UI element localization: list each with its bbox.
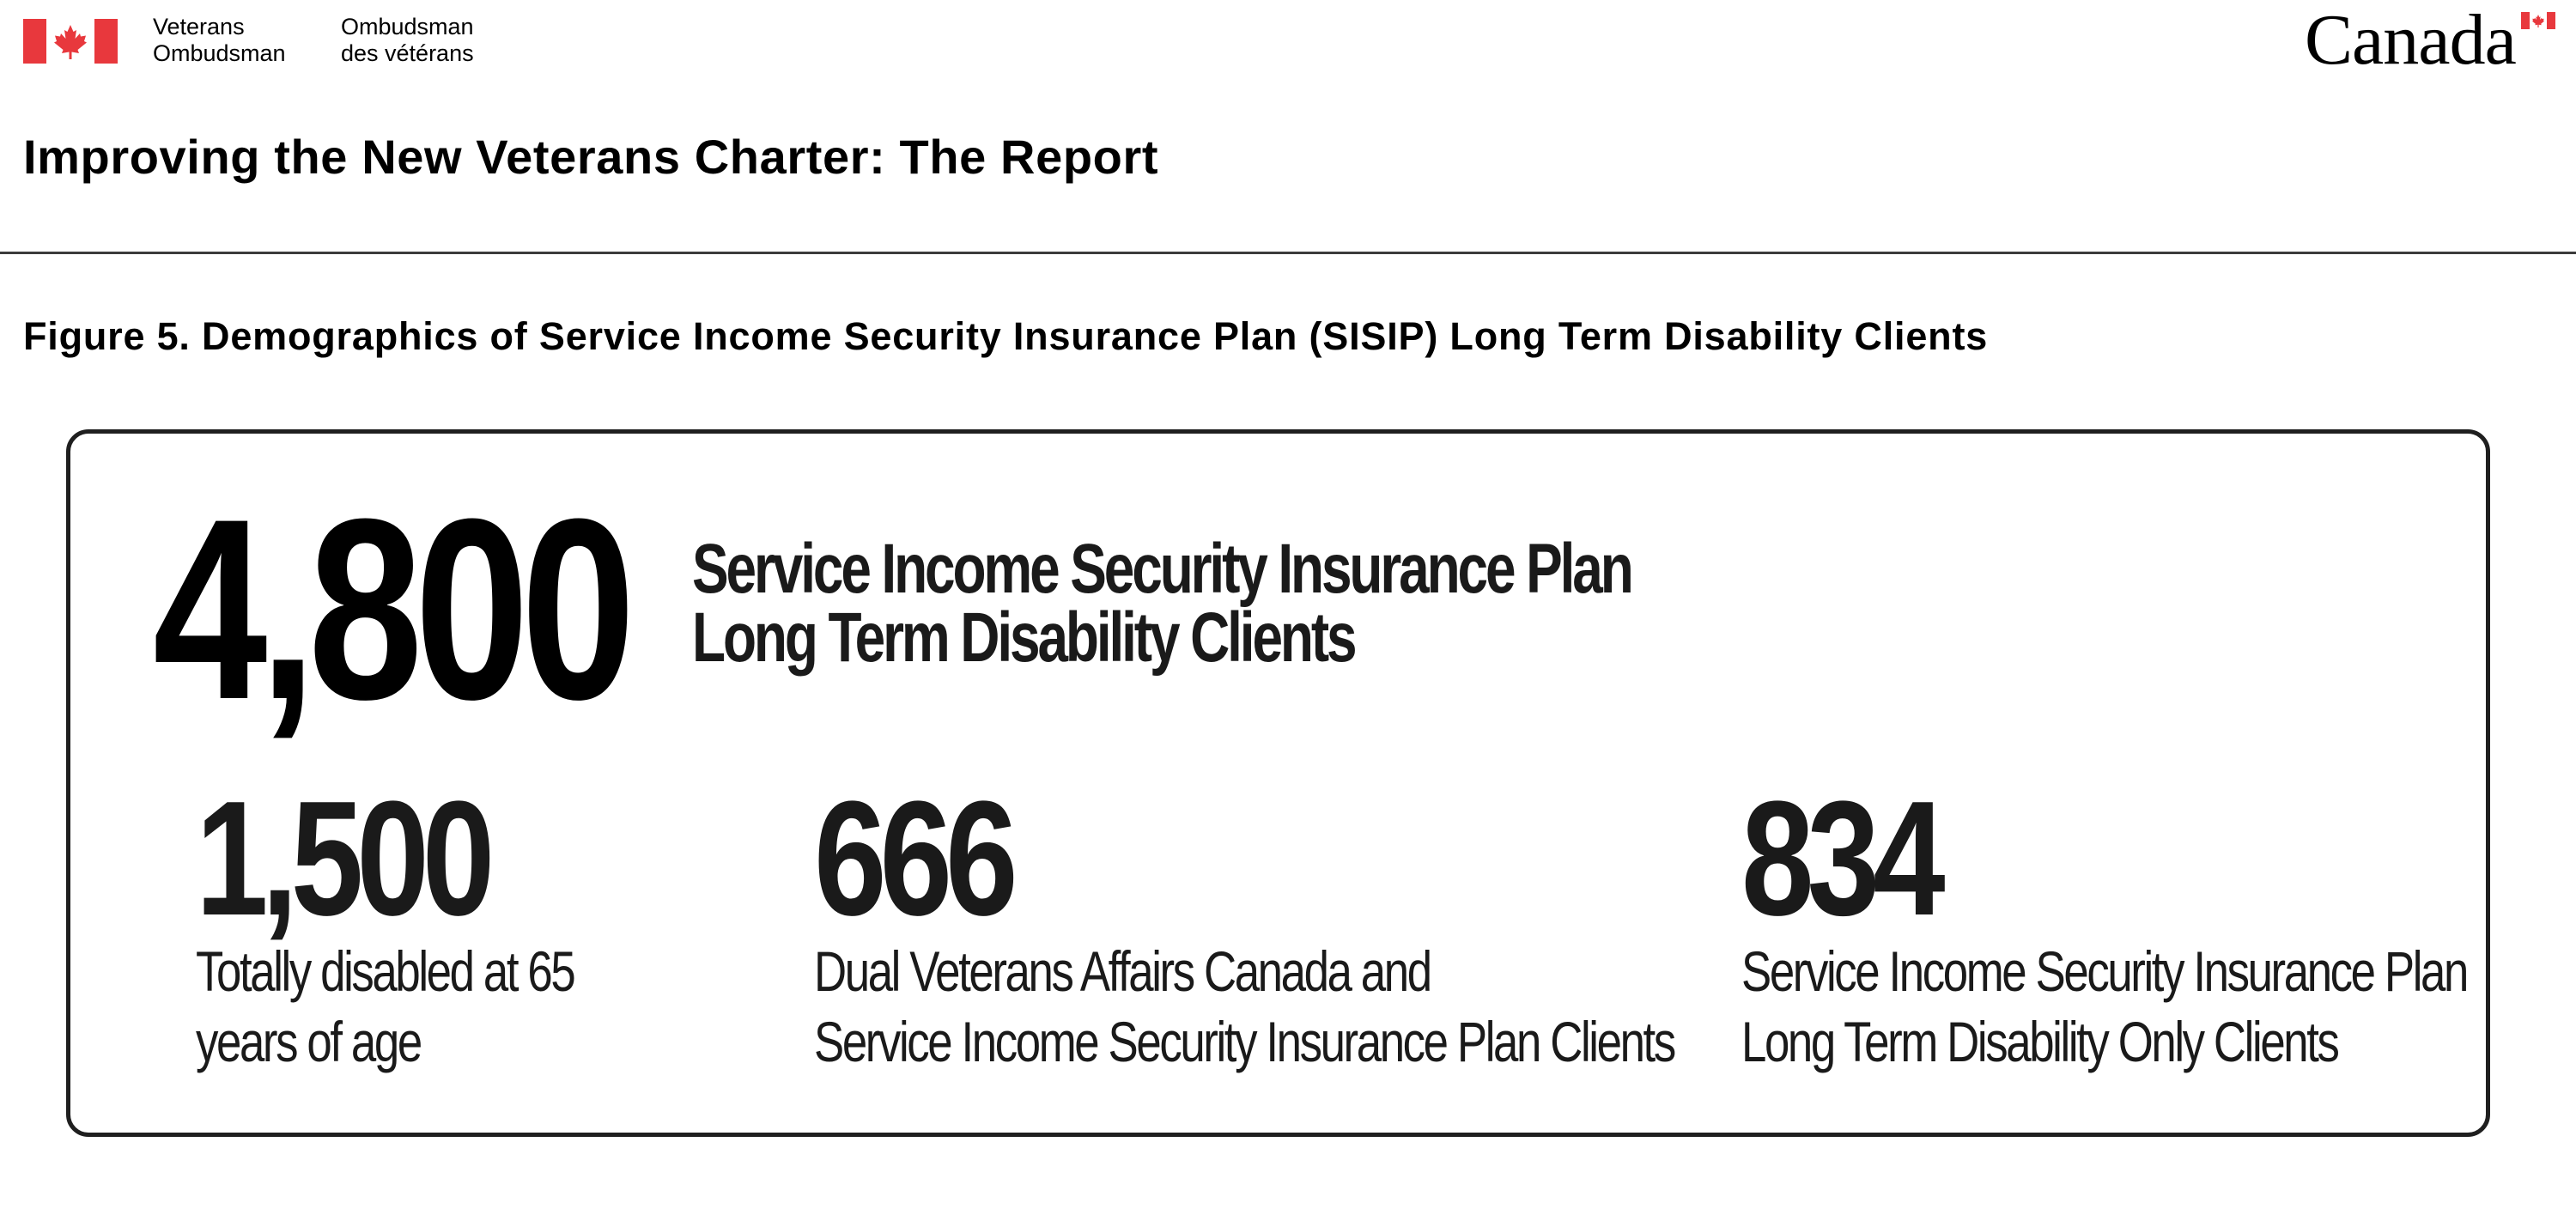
canada-flag-icon[interactable] bbox=[23, 19, 118, 64]
totally-disabled-label-line-1: Totally disabled at 65 bbox=[196, 939, 574, 1003]
org-name-english-line-2: Ombudsman bbox=[153, 40, 286, 66]
totally-disabled-number: 1,500 bbox=[196, 768, 489, 950]
total-clients-label bbox=[692, 530, 1631, 677]
sisip-only-label-line-1: Service Income Security Insurance Plan bbox=[1741, 939, 2467, 1003]
org-name-english-line-1: Veterans bbox=[153, 14, 245, 39]
totally-disabled-label-line-2: years of age bbox=[196, 1010, 421, 1073]
dual-clients-label-line-2: Service Income Security Insurance Plan Clients bbox=[814, 1010, 1674, 1073]
page-title: Improving the New Veterans Charter: The Report bbox=[23, 130, 1159, 184]
sisip-only-label bbox=[1741, 936, 2467, 1077]
org-name-french[interactable] bbox=[341, 14, 474, 67]
sisip-only-label-line-2: Long Term Disability Only Clients bbox=[1741, 1010, 2338, 1073]
total-clients-label-line-2: Long Term Disability Clients bbox=[692, 598, 1355, 677]
canada-wordmark-text: Canada bbox=[2305, 0, 2516, 80]
dual-clients-number: 666 bbox=[814, 768, 1012, 950]
totally-disabled-label bbox=[196, 936, 574, 1077]
infographic-panel bbox=[66, 429, 2490, 1137]
canada-wordmark-flag-icon bbox=[2521, 12, 2555, 33]
figure-caption: Figure 5. Demographics of Service Income Security Insurance Plan (SISIP) Long Term Disability Clients bbox=[23, 314, 1989, 358]
dual-clients-label-line-1: Dual Veterans Affairs Canada and bbox=[814, 939, 1431, 1003]
org-name-french-line-2: des vétérans bbox=[341, 40, 474, 66]
org-name-french-line-1: Ombudsman bbox=[341, 14, 474, 39]
site-header bbox=[0, 0, 2576, 86]
dual-clients-label bbox=[814, 936, 1674, 1077]
total-clients-label-line-1: Service Income Security Insurance Plan bbox=[692, 530, 1631, 608]
header-divider bbox=[0, 252, 2576, 254]
sisip-only-number: 834 bbox=[1741, 768, 1939, 950]
canada-wordmark[interactable] bbox=[2300, 0, 2557, 80]
org-name-english[interactable] bbox=[153, 14, 286, 67]
total-clients-number: 4,800 bbox=[153, 465, 628, 753]
